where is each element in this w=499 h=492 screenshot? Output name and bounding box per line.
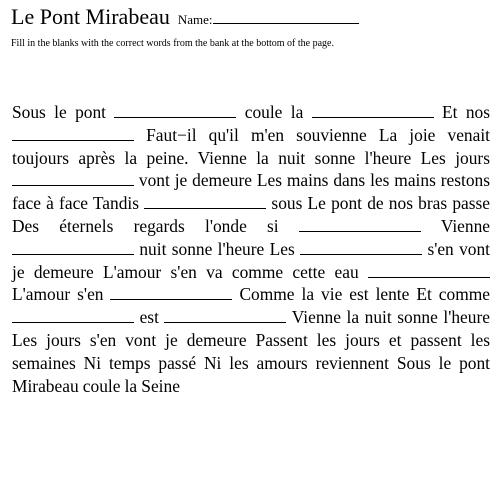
passage-segment: Et nos xyxy=(442,102,490,122)
fill-blank xyxy=(299,217,421,232)
instructions: Fill in the blanks with the correct words from the bank at the bottom of the page. xyxy=(11,38,334,49)
poem-passage xyxy=(12,101,490,397)
fill-blank xyxy=(12,126,134,141)
passage-segment: nuit sonne l'heure Les xyxy=(139,238,295,259)
passage-segment: coule la xyxy=(244,102,304,122)
name-label: Name: xyxy=(177,12,213,27)
page-title: Le Pont Mirabeau xyxy=(11,4,170,29)
passage-segment: L'amour s'en xyxy=(12,284,104,305)
name-blank xyxy=(213,22,359,24)
passage-segment: vont je demeure Les mains dans les mains restons face à face Tandis xyxy=(12,170,490,214)
passage-segment: Sous le pont xyxy=(12,102,107,122)
fill-blank xyxy=(164,308,286,323)
fill-blank xyxy=(12,171,134,186)
fill-blank xyxy=(312,103,434,118)
passage-segment: est xyxy=(139,307,159,328)
worksheet-header xyxy=(11,4,359,30)
passage-segment: s'en vont je demeure L'amour s'en va comme cette eau xyxy=(12,238,491,282)
passage-segment: sous Le pont de nos bras passe Des éternels regards l'onde si xyxy=(12,193,490,236)
fill-blank xyxy=(110,285,232,300)
passage-segment: Comme la vie est lente Et comme xyxy=(239,284,490,305)
fill-blank xyxy=(144,194,266,209)
fill-blank xyxy=(114,103,236,118)
passage-segment: Vienne xyxy=(440,215,490,236)
fill-blank xyxy=(12,308,134,323)
fill-blank xyxy=(368,263,490,278)
passage-segment: Faut−il qu'il m'en souvienne La joie venait toujours après la peine. Vienne la nuit sonne l'heure Les jours xyxy=(12,124,490,168)
passage-segment: Vienne la nuit sonne l'heure Les jours s'en vont je demeure Passent les jours et passent les semaines Ni temps passé Ni les amours reviennent Sous le pont Mirabeau coule la Seine xyxy=(12,307,490,396)
fill-blank xyxy=(300,240,422,255)
fill-blank xyxy=(12,240,134,255)
